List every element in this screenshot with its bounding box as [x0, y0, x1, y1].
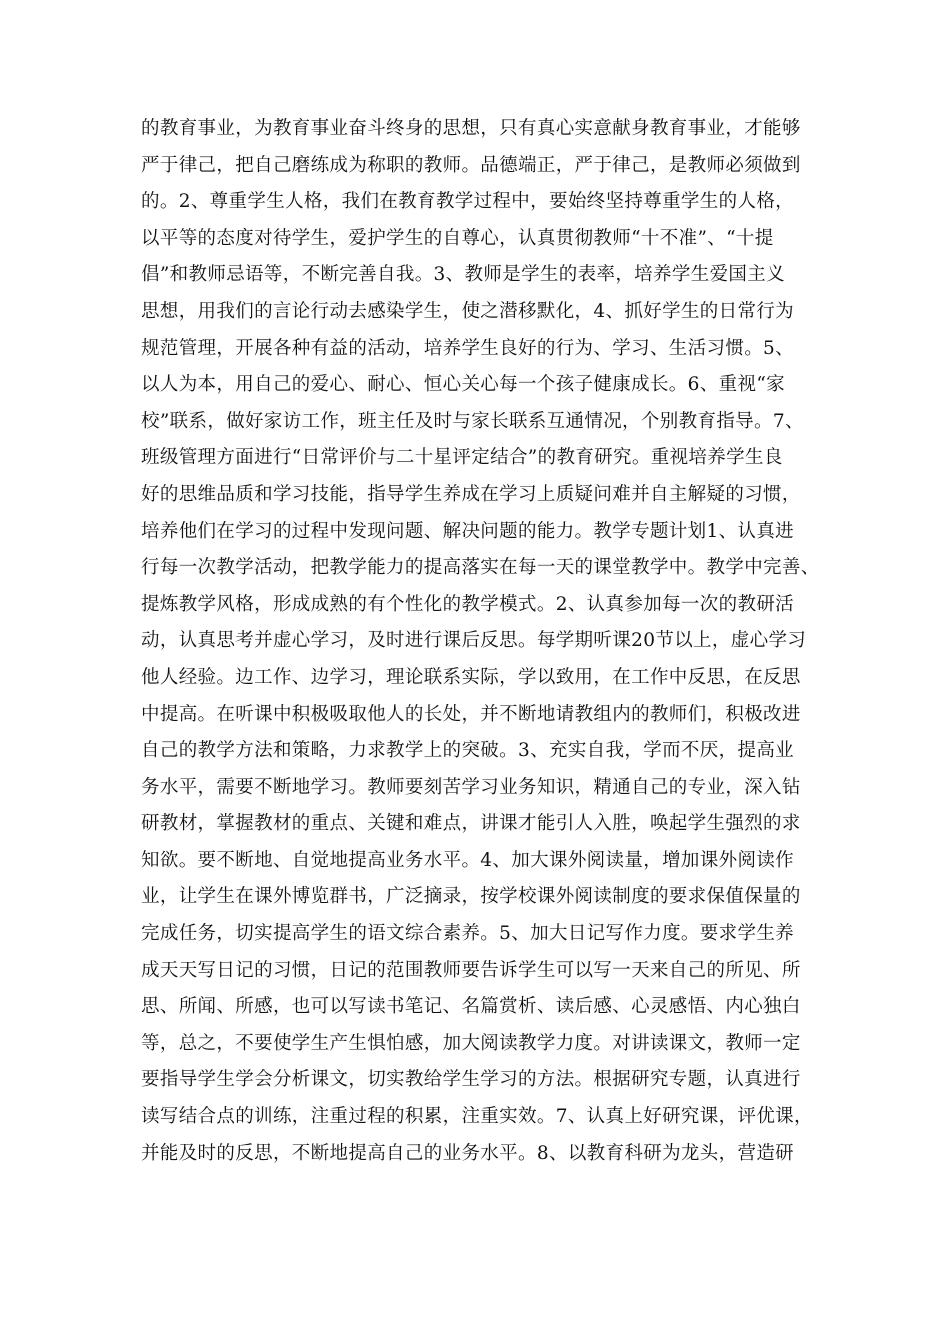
text-line: 思、所闻、所感，也可以写读书笔记、名篇赏析、读后感、心灵感悟、内心独白: [141, 996, 801, 1018]
text-line: 的教育事业，为教育事业奋斗终身的思想，只有真心实意献身教育事业，才能够: [141, 118, 801, 139]
text-line: 业，让学生在课外博览群书，广泛摘录，按学校课外阅读制度的要求保值保量的: [141, 886, 801, 908]
text-line: 自己的教学方法和策略，力求教学上的突破。3、充实自我，学而不厌，提高业: [141, 740, 795, 762]
text-line: 他人经验。边工作、边学习，理论联系实际，学以致用，在工作中反思，在反思: [141, 666, 801, 688]
text-line: 培养他们在学习的过程中发现问题、解决问题的能力。教学专题计划1、认真进: [141, 520, 795, 542]
text-line: 班级管理方面进行“日常评价与二十星评定结合”的教育研究。重视培养学生良: [141, 447, 783, 469]
text-line: 中提高。在听课中积极吸取他人的长处，并不断地请教组内的教师们，积极改进: [141, 703, 801, 725]
text-line: 以人为本，用自己的爱心、耐心、恒心关心每一个孩子健康成长。6、重视“家: [141, 374, 785, 396]
text-line: 成天天写日记的习惯，日记的范围教师要告诉学生可以写一天来自己的所见、所: [141, 959, 801, 981]
body-text: [141, 111, 821, 1172]
text-line: 行每一次教学活动，把教学能力的提高落实在每一天的课堂教学中。教学中完善、: [141, 557, 820, 579]
text-line: 研教材，掌握教材的重点、关键和难点，讲课才能引人入胜，唤起学生强烈的求: [141, 813, 801, 835]
text-line: 并能及时的反思，不断地提高自己的业务水平。8、以教育科研为龙头，营造研: [141, 1142, 795, 1164]
text-line: 读写结合点的训练，注重过程的积累，注重实效。7、认真上好研究课，评优课，: [141, 1106, 813, 1128]
text-line: 好的思维品质和学习技能，指导学生养成在学习上质疑问难并自主解疑的习惯，: [141, 483, 801, 505]
text-line: 要指导学生学会分析课文，切实教给学生学习的方法。根据研究专题，认真进行: [141, 1069, 801, 1091]
text-line: 以平等的态度对待学生，爱护学生的自尊心，认真贯彻教师“十不准”、“十提: [141, 227, 774, 249]
text-line: 规范管理，开展各种有益的活动，培养学生良好的行为、学习、生活习惯。5、: [141, 337, 795, 359]
text-line: 的。2、尊重学生人格，我们在教育教学过程中，要始终坚持尊重学生的人格，: [141, 191, 795, 213]
text-line: 完成任务，切实提高学生的语文综合素养。5、加大日记写作力度。要求学生养: [141, 923, 795, 945]
text-line: 务水平，需要不断地学习。教师要刻苦学习业务知识，精通自己的专业，深入钻: [141, 776, 801, 798]
text-line: 严于律己，把自己磨练成为称职的教师。品德端正，严于律己，是教师必须做到: [141, 154, 801, 176]
text-line: 动，认真思考并虚心学习，及时进行课后反思。每学期听课20节以上，虚心学习: [141, 630, 807, 652]
text-line: 提炼教学风格，形成成熟的有个性化的教学模式。2、认真参加每一次的教研活: [141, 593, 795, 615]
text-line: 思想，用我们的言论行动去感染学生，使之潜移默化，4、抓好学生的日常行为: [141, 300, 795, 322]
text-line: 等，总之，不要使学生产生惧怕感，加大阅读教学力度。对讲读课文，教师一定: [141, 1032, 801, 1054]
text-line: 倡”和教师忌语等，不断完善自我。3、教师是学生的表率，培养学生爱国主义: [141, 264, 785, 286]
text-line: 校”联系，做好家访工作，班主任及时与家长联系互通情况，个别教育指导。7、: [141, 410, 804, 432]
text-line: 知欲。要不断地、自觉地提高业务水平。4、加大课外阅读量，增加课外阅读作: [141, 849, 795, 871]
